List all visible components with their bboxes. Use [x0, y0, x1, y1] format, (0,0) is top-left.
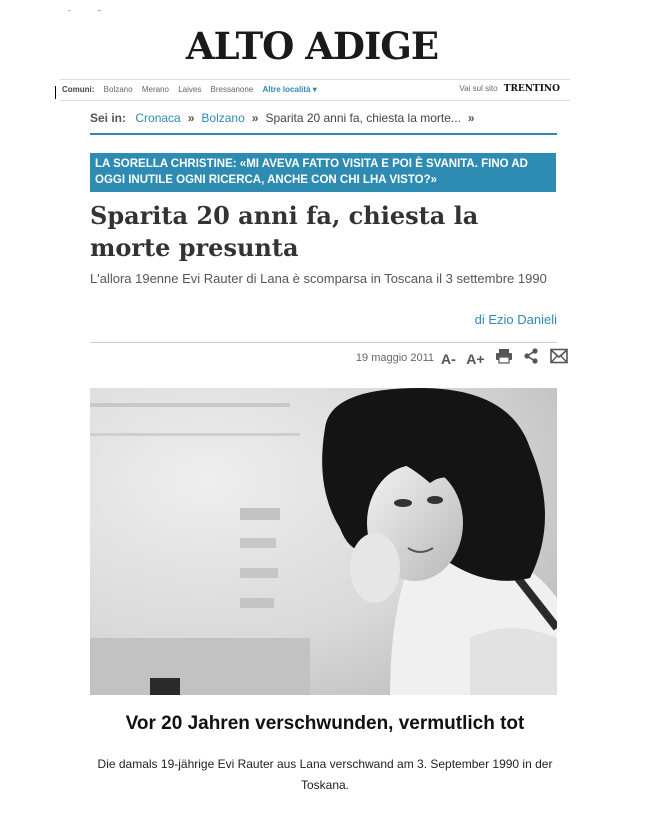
breadcrumb-label: Sei in: [90, 111, 127, 125]
article-title: Sparita 20 anni fa, chiesta la morte presunta [90, 201, 479, 262]
breadcrumb-separator: » [187, 111, 195, 125]
article-date: 19 maggio 2011 [355, 352, 434, 364]
caption-title: Vor 20 Jahren verschwunden, vermutlich tot [125, 713, 525, 734]
municipalities-label: Comuni: [62, 85, 95, 94]
caption-text: Die damals 19-jährige Evi Rauter aus Lana verschwand am 3. September 1990 in der Toskana. [97, 757, 553, 792]
email-icon[interactable] [550, 348, 568, 369]
nav-item-bolzano[interactable]: Bolzano [103, 85, 133, 94]
breadcrumb-cronaca[interactable]: Cronaca [135, 111, 181, 125]
breadcrumb [90, 111, 557, 135]
article-photo [90, 388, 557, 695]
breadcrumb-separator: » [467, 111, 475, 125]
top-nav-bar [60, 79, 570, 101]
breadcrumb-separator: » [251, 111, 259, 125]
breadcrumb-current: Sparita 20 anni fa, chiesta la morte... [265, 111, 461, 125]
print-icon[interactable] [495, 348, 513, 369]
nav-item-laives[interactable]: Laives [178, 85, 202, 94]
nav-item-bressanone[interactable]: Bressanone [210, 85, 254, 94]
corner-marks: - – [68, 6, 114, 15]
font-larger-button[interactable]: A+ [466, 350, 485, 367]
nav-item-merano[interactable]: Merano [141, 85, 169, 94]
article-summary: L'allora 19enne Evi Rauter di Lana è scomparsa in Toscana il 3 settembre 1990 [90, 271, 547, 286]
visit-site-label: Vai sul sito [459, 84, 498, 93]
other-locations-dropdown[interactable]: Altre località ▾ [262, 85, 317, 94]
text-cursor [55, 86, 56, 99]
site-masthead[interactable]: ALTO ADIGE [185, 24, 439, 68]
divider [90, 342, 557, 343]
font-smaller-button[interactable]: A- [441, 350, 456, 367]
article-tools [441, 348, 574, 369]
article-kicker: LA SORELLA CHRISTINE: «MI AVEVA FATTO VISITA E POI È SVANITA. FINO AD OGGI INUTILE OGNI RICERCA, ANCHE CON CHI LHA VISTO?» [90, 153, 556, 192]
trentino-site-link[interactable]: TRENTINO [503, 84, 560, 94]
breadcrumb-bolzano[interactable]: Bolzano [201, 111, 245, 125]
share-icon[interactable] [523, 348, 539, 369]
article-author[interactable]: di Ezio Danieli [474, 312, 557, 327]
